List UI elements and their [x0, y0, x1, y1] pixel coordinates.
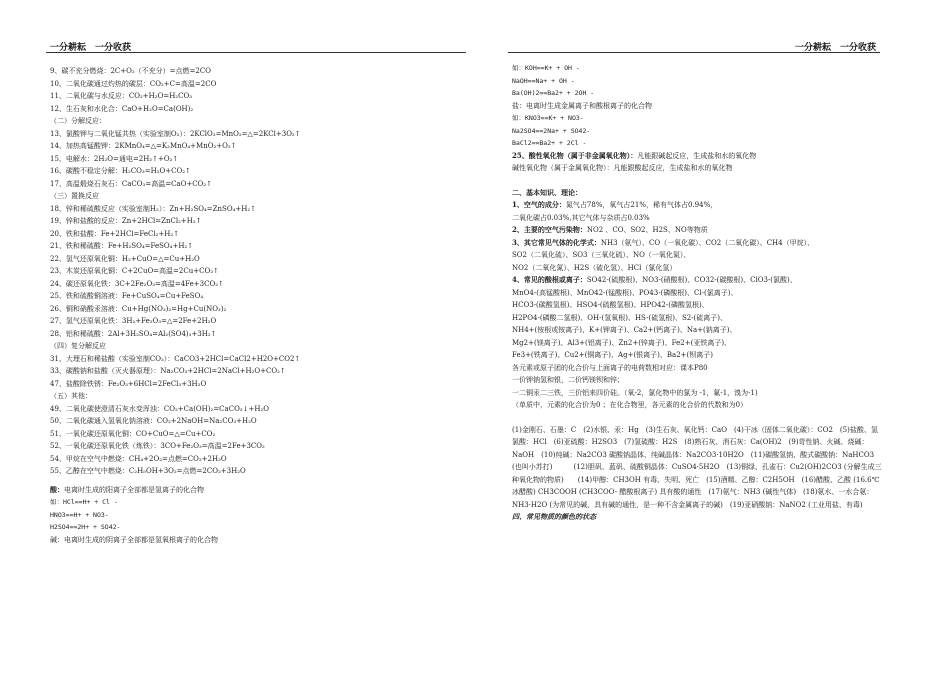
reaction-line: 24、碳还原氧化铁：3C+2Fe₂O₃=高温=4Fe+3CO₂↑ [50, 279, 224, 288]
acid-example: HNO3==H+ + NO3- [50, 510, 109, 519]
air-pollutants-label: 2、主要的空气污染物： [512, 225, 587, 234]
base-example: Ba(OH)2==Ba2+ + 2OH - [512, 89, 595, 97]
reaction-line: 13、氯酸钾与二氧化锰共热（实验室制O₂）：2KClO₃=MnO₂=△=2KCl+3O₂↑ [50, 129, 301, 138]
gas-formulas-text: NH3（氨气）、CO（一氧化碳）、CO2（二氧化碳）、CH4（甲烷）、 [600, 238, 815, 247]
reaction-line: 33、碳酸钠和盐酸（灭火器原理）：Na₂CO₃+2HCl=2NaCl+H₂O+CO₂↑ [50, 367, 286, 375]
ion-list [512, 287, 892, 362]
reaction-line: 17、高温煅烧石灰石：CaCO₃=高温=CaO+CO₂↑ [50, 179, 212, 188]
reaction-line: （五）其他： [50, 392, 92, 400]
reaction-line: 54、甲烷在空气中燃烧：CH₄+2O₂=点燃=CO₂+2H₂O [50, 454, 227, 463]
header-left-title: 一分耕耘 一分收获 [50, 43, 132, 53]
ion-line: MnO4-(高锰酸根)、MnO42-(锰酸根)、PO43-(磷酸根)、Cl-(氯离子)、 [512, 288, 738, 297]
reaction-line: 14、加热高锰酸钾：2KMnO₄=△=K₂MnO₄+MnO₂+O₂↑ [50, 142, 237, 150]
right-column [512, 62, 892, 524]
gas-formulas-continued: NO2（二氧化氮）、H2S（硫化氢）、HCl（氯化氢） [512, 263, 677, 272]
reaction-line: 22、氢气还原氧化铜：H₂+CuO=△=Cu+H₂O [50, 254, 200, 263]
reaction-line: 15、电解水：2H₂O=通电=2H₂↑+O₂↑ [50, 154, 179, 163]
air-composition-continued: 二氧化碳占0.03%,其它气体与杂质占0.03% [512, 213, 650, 222]
reaction-line: 28、铝和稀硫酸：2Al+3H₂SO₄=Al₂(SO4)₃+3H₂↑ [50, 329, 217, 338]
reaction-line: 47、盐酸除铁锈：Fe₂O₃+6HCl=2FeCl₃+3H₂O [50, 379, 207, 388]
reaction-line: 12、生石灰和水化合：CaO+H₂O=Ca(OH)₂ [50, 104, 194, 113]
reaction-line: 10、二氧化碳通过灼热的碳层：CO₂+C=高温=2CO [50, 79, 217, 88]
reaction-line: 27、氢气还原氧化铁：3H₂+Fe₂O₃=△=2Fe+2H₂O [50, 317, 217, 325]
salt-definition: 盐：电离时生成金属离子和酸根离子的化合物 [512, 101, 652, 110]
reaction-line: 50、二氧化碳通入氢氧化钠溶液：CO₂+2NaOH=Na₂CO₃+H₂O [50, 417, 257, 425]
reaction-line: 20、铁和盐酸：Fe+2HCl=FeCl₂+H₂↑ [50, 229, 180, 238]
acid-example: 如：HCl==H+ + Cl - [50, 498, 118, 506]
acidic-oxide-definition [512, 150, 892, 163]
acid-definition [50, 484, 465, 497]
salt-example: 如：KNO3==K+ + NO3- [512, 114, 584, 122]
salt-example: Na2SO4==2Na+ + SO42- [512, 126, 591, 135]
header-right-title: 一分耕耘 一分收获 [794, 43, 876, 53]
valence-line: （单质中，元素的化合价为0 ；在化合物里，各元素的化合价的代数和为0） [512, 401, 748, 409]
acid-radicals-text: SO42-(硫酸根)、NO3-(硝酸根)、CO32-(碳酸根)、ClO3-(氯酸)、 [586, 276, 797, 284]
acid-radicals-label: 4、常见的酸根或离子： [512, 275, 587, 284]
air-composition [512, 199, 892, 212]
reaction-list [50, 65, 465, 478]
air-pollutants-text: NO2 、CO、SO2、H2S、NO等物质 [586, 226, 708, 234]
header-rule-left [46, 52, 466, 53]
valence-line: 一价钾钠氢和银，二价钙镁钡和锌； [512, 376, 624, 384]
reaction-line: 9、碳不充分燃烧：2C+O₂（不充分）=点燃=2CO [50, 67, 211, 75]
reaction-line: （四）复分解反应 [50, 342, 106, 350]
gas-formulas-continued: SO2（二氧化硫）、SO3（三氧化硫）、NO（一氧化氮）、 [512, 251, 691, 259]
acid-definition-label: 酸： [50, 484, 64, 494]
acidic-oxide-text: 凡能跟碱起反应，生成盐和水的氧化物 [637, 151, 757, 160]
ion-line: Fe3+(铁离子)、Cu2+(铜离子)、Ag+(银离子)、Ba2+(钡离子) [512, 351, 714, 359]
valence-rules [512, 362, 892, 412]
common-substance-names: (1)金刚石、石墨：C (2)水银、汞：Hg (3)生石灰、氧化钙：CaO (4)干冰（固体二氧化碳）：CO2 (5)盐酸、氢氯酸：HCl (6)亚硫酸：H2SO3 (7)氢硫酸：H2S (8)熟石灰、消石灰：Ca(OH)2 (9)苛性钠、火碱、烧碱：NaOH (10)纯碱：Na2CO3 碳酸钠晶体、纯碱晶体：Na2CO3·10H2O (11)碳酸氢钠、酸式碳酸钠：NaHCO3 (也叫小苏打) (12)胆矾、蓝矾、硫酸铜晶体：CuSO4·5H2O (13)铜绿、孔雀石：Cu2(OH)2CO3 (分解生成三种氧化物的物质) (14)甲醇：CH3OH 有毒、失明、死亡 (15)酒精、乙醇：C2H5OH (16)醋酸、乙酸 (16.6℃冰醋酸) CH3COOH (CH3COO- 醋酸根离子) 具有酸的通性 (17)氨气：NH3 (碱性气体) (18)氨水、一水合氨：NH3·H2O (为常见的碱，具有碱的通性，是一种不含金属离子的碱) (19)亚硝酸钠：NaNO2 (工业用盐、有毒) [512, 425, 882, 509]
section-2-title: 二、基本知识、理论： [512, 187, 582, 197]
reaction-line: （二）分解反应： [50, 117, 106, 125]
reaction-line: 23、木炭还原氧化铜：C+2CuO=高温=2Cu+CO₂↑ [50, 267, 219, 275]
air-pollutants [512, 224, 892, 237]
reaction-line: 52、一氧化碳还原氧化铁（炼铁）：3CO+Fe₂O₃=高温=2Fe+3CO₂ [50, 442, 265, 450]
ion-line: H2PO4-(磷酸二氢根)、OH-(氢氧根)、HS-(硫氢根)、S2-(硫离子)、 [512, 313, 728, 322]
acidic-oxide-label: 25、酸性氧化物（属于非金属氧化物）： [512, 150, 638, 160]
reaction-line: 19、锌和盐酸的反应：Zn+2HCl=ZnCl₂+H₂↑ [50, 217, 202, 225]
valence-line: 各元素或原子团的化合价与上面离子的电荷数相对应：课本P80 [512, 363, 708, 372]
reaction-line: （三）置换反应 [50, 192, 99, 200]
acid-example: H2SO4==2H+ + SO42- [50, 523, 121, 531]
base-definition: 碱：电离时生成的阴离子全部都是氢氧根离子的化合物 [50, 535, 218, 544]
ion-line: HCO3-(碳酸氢根)、HSO4-(硫酸氢根)、HPO42-(磷酸氢根)、 [512, 301, 709, 309]
reaction-line: 55、乙醇在空气中燃烧：C₂H₅OH+3O₂=点燃=2CO₂+3H₂O [50, 467, 246, 475]
valence-line: 一二铜汞二三铁，三价铝来四价硅。（氧-2，氯化物中的氯为 -1，氟-1，溴为-1) [512, 388, 758, 397]
base-example: 如：KOH==K+ + OH - [512, 64, 580, 72]
reaction-line: 25、铁和硫酸铜溶液：Fe+CuSO₄=Cu+FeSO₄ [50, 292, 204, 300]
acid-definition-text: 电离时生成的阳离子全部都是氢离子的化合物 [64, 485, 204, 494]
reaction-line: 26、铜和硝酸汞溶液：Cu+Hg(NO₃)₂=Hg+Cu(NO₃)₂ [50, 304, 227, 313]
air-composition-label: 1、空气的成分： [512, 200, 566, 209]
reaction-line: 31、大理石和稀盐酸（实验室制CO₂）：CaCO3+2HCl=CaCl2+H2O+CO2↑ [50, 354, 301, 363]
reaction-line: 51、一氧化碳还原氧化铜：CO+CuO=△=Cu+CO₂ [50, 429, 216, 438]
air-composition-text: 氮气占78%，氧气占21%，稀有气体占0.94%， [565, 201, 718, 209]
reaction-line: 18、锌和稀硫酸反应（实验室制H₂）：Zn+H₂SO₄=ZnSO₄+H₂↑ [50, 204, 257, 213]
basic-oxide-definition: 碱性氧化物（属于金属氧化物）：凡能跟酸起反应，生成盐和水的氧化物 [512, 164, 733, 172]
base-example: NaOH==Na+ + OH - [512, 76, 575, 85]
reaction-line: 49、二氧化碳使澄清石灰水变浑浊：CO₂+Ca(OH)₂=CaCO₃↓+H₂O [50, 404, 269, 413]
gas-formulas-label: 3、其它常见气体的化学式： [512, 237, 601, 247]
reaction-line: 11、二氧化碳与水反应：CO₂+H₂O=H₂CO₃ [50, 92, 192, 100]
salt-example: BaCl2==Ba2+ + 2Cl - [512, 139, 587, 147]
acid-radicals [512, 274, 892, 287]
gas-formulas [512, 237, 892, 250]
reaction-line: 21、铁和稀硫酸：Fe+H₂SO₄=FeSO₄+H₂↑ [50, 242, 194, 250]
ion-line: Mg2+(镁离子)、Al3+(铝离子)、Zn2+(锌离子)、Fe2+(亚铁离子)、 [512, 338, 732, 347]
section-4-title: 四、常见物质的颜色的状态 [512, 512, 596, 521]
ion-line: NH4+(铵根或铵离子)、K+(钾离子)、Ca2+(钙离子)、Na+(钠离子)、 [512, 326, 737, 334]
header-rule-right [508, 52, 880, 53]
left-column [50, 65, 465, 546]
reaction-line: 16、碳酸不稳定分解：H₂CO₃=H₂O+CO₂↑ [50, 167, 191, 175]
